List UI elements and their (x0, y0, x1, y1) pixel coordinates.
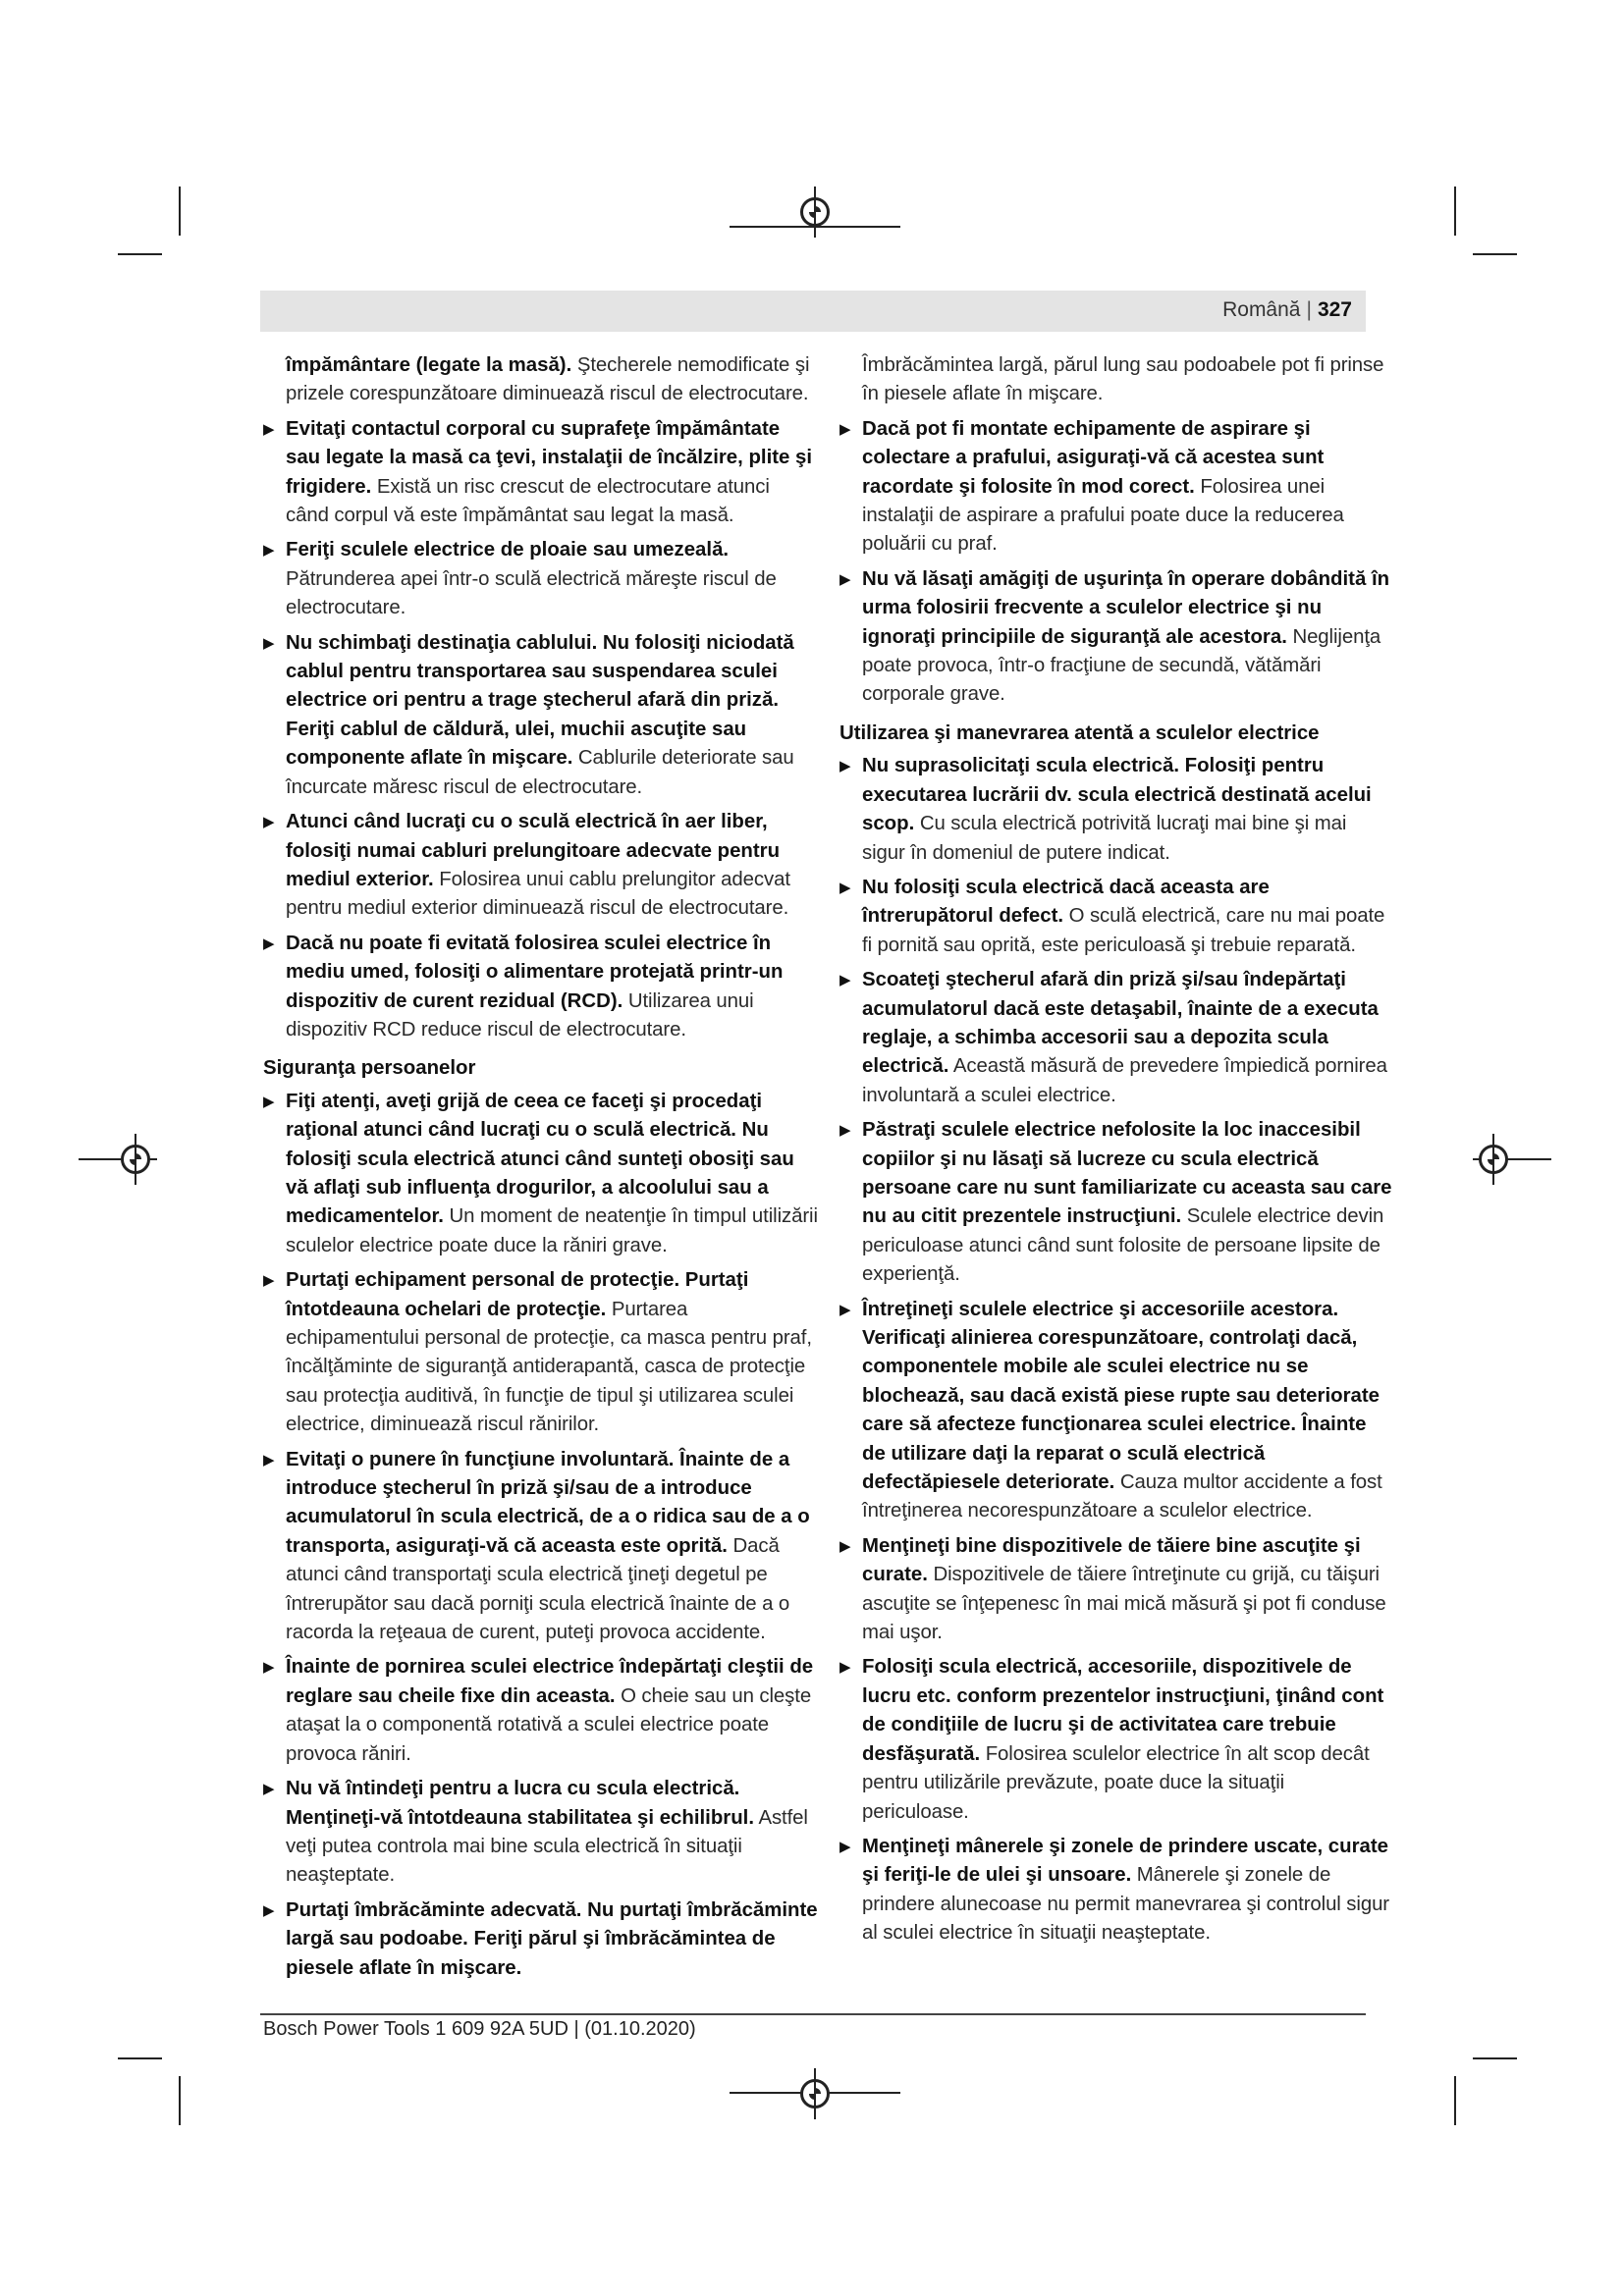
bullet-arrow-icon: ▶ (839, 1537, 851, 1555)
bullet-arrow-icon: ▶ (263, 634, 275, 652)
intro-paragraph: împământare (legate la masă). Ştecherele nemodificate şi prizele corespunzătoare diminuează riscul de electrocutare. (286, 354, 810, 405)
registration-mark-icon (800, 197, 830, 227)
list-item: ▶ Menţineţi bine dispozitivele de tăiere bine ascuţite şi curate. Dispozitivele de tăiere întreţinute cu grijă, cu tăişuri ascuţite se înţepenesc în mai mică măsură şi pot fi conduse mai uşor. (839, 1532, 1394, 1648)
crop-mark (1454, 187, 1456, 236)
crop-mark (1473, 253, 1517, 255)
bullet-arrow-icon: ▶ (263, 1272, 275, 1290)
list-item: ▶ Înainte de pornirea sculei electrice îndepărtaţi cleştii de reglare sau cheile fixe din aceasta. O cheie sau un cleşte ataşat la o componentă rotativă a sculei electrice poate provoca răniri. (263, 1653, 818, 1769)
bullet-arrow-icon: ▶ (263, 1781, 275, 1798)
list-item: ▶ Evitaţi o punere în funcţiune involuntară. Înainte de a introduce ştecherul în priză şi/sau de a introduce acumulatorul în scula electrică, de a o ridica sau de a o transporta, asiguraţi-vă că aceasta este oprită. Dacă atunci când transportaţi scula electrică ţineţi degetul pe întrerupător sau dacă porniţi scula electrică înainte de a o racorda la reţeaua de curent, puteţi provoca accidente. (263, 1446, 818, 1648)
list-item: ▶ Dacă nu poate fi evitată folosirea sculei electrice în mediu umed, folosiţi o alimentare protejată printr-un dispozitiv de curent rezidual (RCD). Utilizarea unui dispozitiv RCD reduce riscul de electrocutare. (263, 930, 818, 1045)
list-item: ▶ Nu suprasolicitaţi scula electrică. Folosiţi pentru executarea lucrării dv. scula electrică destinată acelui scop. Cu scula electrică potrivită lucraţi mai bine şi mai sigur în domeniul de putere indicat. (839, 752, 1394, 868)
list-item: ▶ Nu folosiţi scula electrică dacă aceasta are întrerupătorul defect. O sculă electrică, care nu mai poate fi pornită sau oprită, este periculoasă şi trebuie reparată. (839, 874, 1394, 960)
bullet-arrow-icon: ▶ (263, 1093, 275, 1110)
registration-mark-icon (800, 2079, 830, 2109)
bullet-arrow-icon: ▶ (839, 1301, 851, 1318)
header-text (1222, 298, 1352, 322)
left-column (263, 351, 818, 1989)
bullet-arrow-icon: ▶ (839, 972, 851, 989)
registration-mark-icon (1479, 1145, 1508, 1174)
right-column (839, 351, 1394, 1954)
list-item: ▶ Atunci când lucraţi cu o sculă electrică în aer liber, folosiţi numai cabluri prelungitoare adecvate pentru mediul exterior. Folosirea unui cablu prelungitor adecvat pentru mediul exterior diminuează riscul de electrocutare. (263, 808, 818, 924)
section-title: Siguranţa persoanelor (263, 1057, 476, 1080)
crop-mark (1473, 2057, 1517, 2059)
list-item: ▶ Menţineţi mânerele şi zonele de prindere uscate, curate şi feriţi-le de ulei şi unsoare. Mânerele şi zonele de prindere alunecoase nu permit manevrarea şi controlul sigur al sculei electrice în situaţii neaşteptate. (839, 1833, 1394, 1949)
bullet-arrow-icon: ▶ (263, 1451, 275, 1468)
bullet-arrow-icon: ▶ (263, 420, 275, 438)
bullet-arrow-icon: ▶ (839, 1122, 851, 1140)
page-footer: Bosch Power Tools 1 609 92A 5UD | (01.10.2020) (263, 2018, 696, 2040)
list-item: ▶ Întreţineţi sculele electrice şi accesoriile acestora. Verificaţi alinierea corespunzătoare, controlaţi dacă, componentele mobile ale sculei electrice nu se blochează, sau dacă există piese rupte sau deteriorate care să afecteze funcţionarea sculei electrice. Înainte de utilizare daţi la reparat o sculă electrică defectăpiesele deteriorate. Cauza multor accidente a fost întreţinerea necorespunzătoare a sculelor electrice. (839, 1296, 1394, 1526)
bullet-arrow-icon: ▶ (839, 570, 851, 588)
list-item: ▶ Dacă pot fi montate echipamente de aspirare şi colectare a prafului, asiguraţi-vă că acestea sunt racordate şi folosite în mod corect. Folosirea unei instalaţii de aspirare a prafului poate duce la reducerea poluării cu praf. (839, 415, 1394, 560)
crop-mark (179, 2076, 181, 2125)
bullet-arrow-icon: ▶ (263, 1901, 275, 1919)
crop-mark (118, 253, 162, 255)
list-item: ▶ Feriţi sculele electrice de ploaie sau umezeală. Pătrunderea apei într-o sculă electrică măreşte riscul de electrocutare. (263, 536, 818, 622)
bullet-arrow-icon: ▶ (263, 542, 275, 560)
intro-paragraph: Îmbrăcămintea largă, părul lung sau podoabele pot fi prinse în piesele aflate în mişcare. (862, 354, 1384, 405)
section-title: Utilizarea şi manevrarea atentă a sculelor electrice (839, 721, 1320, 744)
bullet-arrow-icon: ▶ (839, 879, 851, 896)
list-item: ▶ Scoateţi ştecherul afară din priză şi/sau îndepărtaţi acumulatorul dacă este detaşabil, înainte de a executa reglaje, a schimba accesorii sau a depozita scula electrică. Această măsură de prevedere împiedică pornirea involuntară a sculei electrice. (839, 966, 1394, 1110)
list-item: ▶ Păstraţi sculele electrice nefolosite la loc inaccesibil copiilor şi nu lăsaţi să lucreze cu scula electrică persoane care nu sunt familiarizate cu aceasta sau care nu au citit prezentele instrucţiuni. Sculele electrice devin periculoase atunci când sunt folosite de persoane lipsite de experienţă. (839, 1116, 1394, 1289)
list-item: ▶ Evitaţi contactul corporal cu suprafeţe împământate sau legate la masă ca ţevi, instalaţii de încălzire, plite şi frigidere. Există un risc crescut de electrocutare atunci când corpul vă este împământat sau legat la masă. (263, 415, 818, 531)
bullet-arrow-icon: ▶ (839, 420, 851, 438)
bullet-arrow-icon: ▶ (839, 1838, 851, 1855)
bullet-arrow-icon: ▶ (263, 1659, 275, 1677)
header-separator: | (1306, 298, 1312, 321)
list-item: ▶ Folosiţi scula electrică, accesoriile, dispozitivele de lucru etc. conform prezentelor instrucţiuni, ţinând cont de condiţiile de lucru şi de activitatea care trebuie desfăşurată. Folosirea sculelor electrice în alt scop decât pentru utilizările prevăzute, poate duce la situaţii periculoase. (839, 1653, 1394, 1826)
registration-mark-icon (121, 1145, 150, 1174)
bullet-arrow-icon: ▶ (839, 758, 851, 775)
crop-mark (118, 2057, 162, 2059)
list-item: ▶ Purtaţi echipament personal de protecţie. Purtaţi întotdeauna ochelari de protecţie. Purtarea echipamentului personal de protecţie, ca masca pentru praf, încălţăminte de siguranţă antiderapantă, casca de protecţie sau protecţia auditivă, în funcţie de tipul şi utilizarea sculei electrice, diminuează riscul rănirilor. (263, 1266, 818, 1439)
list-item: ▶ Nu vă întindeţi pentru a lucra cu scula electrică. Menţineţi-vă întotdeauna stabilitatea şi echilibrul. Astfel veţi putea controla mai bine scula electrică în situaţii neaşteptate. (263, 1775, 818, 1891)
list-item: ▶ Fiţi atenţi, aveţi grijă de ceea ce faceţi şi procedaţi raţional atunci când lucraţi cu o sculă electrică. Nu folosiţi scula electrică atunci când sunteţi obosiţi sau vă aflaţi sub influenţa drogurilor, a alcoolului sau a medicamentelor. Un moment de neatenţie în timpul utilizării sculelor electrice poate duce la răniri grave. (263, 1088, 818, 1260)
page-number: 327 (1317, 298, 1352, 321)
crop-mark (1454, 2076, 1456, 2125)
page-header (260, 291, 1366, 332)
list-item: ▶ Nu schimbaţi destinaţia cablului. Nu folosiţi niciodată cablul pentru transportarea sau suspendarea sculei electrice ori pentru a trage ştecherul afară din priză. Feriţi cablul de căldură, ulei, muchii ascuţite sau componente aflate în mişcare. Cablurile deteriorate sau încurcate măresc riscul de electrocutare. (263, 629, 818, 802)
crop-mark (179, 187, 181, 236)
bullet-arrow-icon: ▶ (263, 934, 275, 952)
list-item: ▶ Nu vă lăsaţi amăgiţi de uşurinţa în operare dobândită în urma folosirii frecvente a sculelor electrice şi nu ignoraţi principiile de siguranţă ale acestora. Neglijenţa poate provoca, într-o fracţiune de secundă, vătămări corporale grave. (839, 565, 1394, 710)
header-language: Română (1222, 298, 1301, 321)
bullet-arrow-icon: ▶ (263, 814, 275, 831)
list-item: ▶ Purtaţi îmbrăcăminte adecvată. Nu purtaţi îmbrăcăminte largă sau podoabe. Feriţi părul şi îmbrăcămintea de piesele aflate în mişcare. (263, 1896, 818, 1983)
footer-divider (260, 2013, 1366, 2015)
bullet-arrow-icon: ▶ (839, 1659, 851, 1677)
